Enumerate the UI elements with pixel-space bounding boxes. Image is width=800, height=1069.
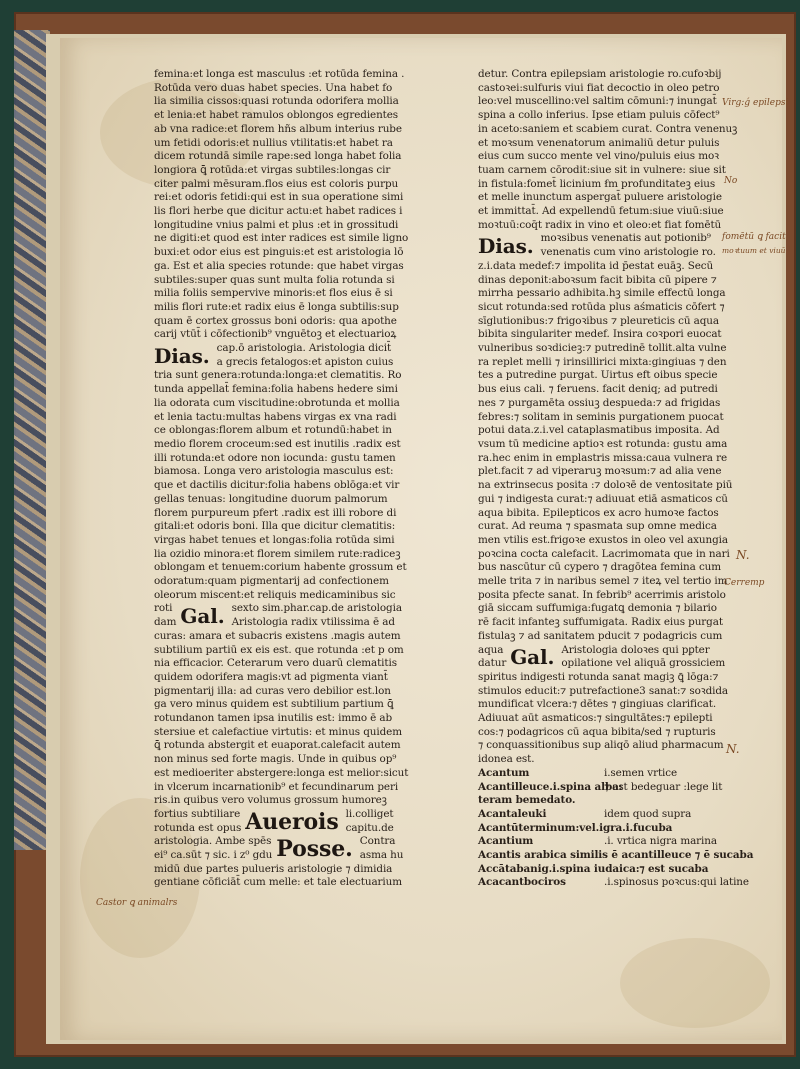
averois-heading — [154, 808, 456, 835]
text-line: detur. Contra epilepsiam aristologie ro.cufoꝛbij — [478, 68, 722, 80]
left-block-1 — [154, 68, 456, 342]
glossary-list — [478, 766, 754, 890]
posse-initial: Posse. — [276, 836, 353, 863]
text-line: ga vero minus quidem est subtilium partium ꝗ̄ — [154, 698, 394, 711]
right-block-2 — [478, 259, 733, 644]
text-line: opilatione vel aliquā grossiciem — [561, 657, 726, 670]
text-line: medio florem croceum:sed est inutilis .radix est — [154, 437, 401, 450]
text-line: rotunda est opus — [154, 821, 242, 834]
text-line: moꝛsibus venenatis aut potionib⁹ — [540, 232, 711, 245]
text-line: Rotūda vero duas habet species. Una habet fo — [154, 81, 393, 94]
glossary-entry — [478, 863, 718, 877]
text-line: cap.ō aristologia. Aristologia dicit̄ — [216, 342, 392, 355]
gal-initial: Gal. — [180, 604, 225, 629]
text-line: idonea est. — [478, 753, 535, 766]
glossary-entry — [478, 780, 723, 795]
text-line: ce oblongas:florem album et rotundū:habet in — [154, 424, 392, 437]
text-line: longitudine vnius palmi et plus :et in grossitudi — [154, 218, 399, 231]
text-line: febres:⁊ solitam in seminis purgationem puocat — [478, 410, 724, 423]
glossary-term: Acantilleuce.i.spina alba: — [478, 780, 623, 793]
marginal-note: Castor ꝗ animalrs — [96, 898, 178, 908]
text-line: plet.facit ⁊ ad viperaruꝫ moꝛsum:⁊ ad alia vene — [478, 465, 722, 478]
text-line: buxi:et odor eius est pinguis:et est aristologia lō — [154, 246, 404, 259]
text-line: rē facit infanteꝫ suffumigata. Radix eius purgat — [478, 616, 723, 629]
text-line: odoratum:quam pigmentarij ad confectionem — [154, 575, 389, 588]
text-line: virgas habet tenues et longas:folia rotūda simi — [154, 533, 395, 546]
text-line: gitali:et odoris boni. Illa que dicitur clematitis: — [154, 520, 396, 533]
text-line: posita pfecte sanat. In febrib⁹ acerrimis aristolo — [478, 588, 726, 601]
text-line: asma hu — [359, 849, 404, 862]
glossary-term: Acantūterminum:vel.igra.i.fucuba — [478, 821, 673, 834]
text-line: aristologia. Ambe spēs — [154, 835, 272, 848]
glossary-term: Acantis arabica similis ē acantilleuce ⁊ ē sucaba — [478, 849, 754, 862]
glossary-term: teram bemedato. — [478, 794, 576, 807]
text-line: moꝛtuū:coq̄t radix in vino et oleo:et fiat fomētū — [478, 218, 722, 231]
text-line: venenatis cum vino aristologie ro. — [540, 246, 716, 259]
marginal-note: moꝛtuum et viuū — [722, 246, 786, 255]
text-line: nia efficacior. Ceterarum vero duarū clematitis — [154, 657, 397, 670]
gal-heading-left — [154, 602, 456, 629]
text-line: fortius subtiliare — [154, 807, 241, 820]
text-line: mirrha pessario adhibita.hꝫ simile effectū longa — [478, 287, 726, 300]
text-line: stersiue et calefactiue virtutis: et minus quidem — [154, 725, 402, 738]
text-line: biamosa. Longa vero aristologia masculus est: — [154, 465, 394, 478]
glossary-entry — [478, 794, 718, 808]
text-line: ne digiti:et quod est inter radices est simile ligno — [154, 232, 409, 245]
text-line: quam ē cortex grossus boni odoris: qua apothe — [154, 314, 397, 327]
text-line: tria sunt genera:rotunda:longa:et clematitis. Ro — [154, 369, 402, 382]
text-line: aqua bibita. Epilepticos ex acro humoꝛe factos — [478, 506, 719, 519]
text-line: datur — [478, 657, 507, 670]
text-line: dicem rotundā simile rape:sed longa habet folia — [154, 150, 402, 163]
posse-heading — [154, 835, 456, 862]
text-line: bus eius cali. ⁊ feruens. facit deniq; ad putredi — [478, 383, 718, 396]
marginal-note: N. — [726, 742, 740, 756]
text-line: rotundanon tamen ipsa inutilis est: immo ē ab — [154, 712, 393, 725]
text-line: dam — [154, 616, 177, 629]
text-line: carij vtūt̄ i cōfectionib⁹ vnguētoꝫ et electuarioꝝ — [154, 328, 397, 341]
text-line: longiora ꝗ̄ rotūda:et virgas subtiles:longas cir — [154, 163, 391, 176]
text-line: Contra — [359, 835, 396, 848]
text-line: et moꝛsum venenatorum animaliū detur puluis — [478, 136, 720, 149]
text-line: tuam carnem cōrodit:siue sit in vulnere: siue sit — [478, 163, 726, 176]
text-line: ⁊ conquassitionibus sup aliqō aliud pharmacum — [478, 739, 724, 752]
text-line: mundificat vlcera:⁊ dētes ⁊ gingiuas clarificat. — [478, 698, 717, 711]
text-line: nes ⁊ purgamēta ossiuꝫ despueda:⁊ ad frigidas — [478, 396, 721, 409]
text-line: et immittat̄. Ad expellendū fetum:siue viuū:siue — [478, 205, 724, 218]
text-line: vulneribus soꝛdicieꝫ:⁊ putredinē tollit.alta vulne — [478, 342, 727, 355]
text-line: curat. Ad reuma ⁊ spasmata sup omne medica — [478, 520, 717, 533]
text-line: milia foliis sempervive minoris:et flos eius ē si — [154, 287, 393, 300]
text-line: lia ozidio minora:et florem similem rute:radiceꝫ — [154, 547, 401, 560]
text-line: femina:et longa est masculus :et rotūda femina . — [154, 68, 405, 80]
text-line: lis flori herbe que dicitur actu:et habet radices i — [154, 205, 403, 218]
averois-initial: Auerois — [245, 808, 339, 835]
text-line: li.colliget — [345, 807, 394, 820]
marginal-note: N. — [736, 548, 750, 562]
marginal-note: Cerremp — [724, 578, 765, 588]
text-line: rei:et odoris fetidi:qui est in sua operatione simi — [154, 191, 404, 204]
text-line: in aceto:saniem et scabiem curat. Contra venenuꝫ — [478, 122, 738, 135]
right-block-1 — [478, 68, 738, 232]
text-line: leo:vel muscellino:vel saltim cōmuni:⁊ inungat̄ — [478, 95, 717, 108]
gal-heading-right — [478, 643, 726, 671]
text-line: tunda appellat̄ femina:folia habens hedere simi — [154, 383, 398, 396]
text-line: fistulaꝫ ⁊ ad sanitatem pducit ⁊ podagricis cum — [478, 629, 723, 642]
text-line: et melle inunctum aspergat̄ puluere aristologie — [478, 191, 722, 204]
text-line: stimulos educit:⁊ putrefactione3 sanat:⁊ soꝛdida — [478, 684, 729, 697]
stain — [620, 938, 770, 1028]
text-line: vsum tū medicine aptioꝛ est rotunda: gustu ama — [478, 437, 728, 450]
text-line: sexto sim.phar.cap.de aristologia — [231, 602, 402, 615]
text-line: spiritus indigesti rotunda sanat magiꝫ ꝗ̄ lōga:⁊ — [478, 670, 719, 683]
text-line: Adiuuat aūt asmaticos:⁊ singultātes:⁊ epilepti — [478, 712, 713, 725]
text-line: giā siccam suffumiga:fugatꝗ demonia ⁊ bilario — [478, 602, 717, 615]
text-line: poꝛcina cocta calefacit. Lacrimomata que in nari — [478, 547, 730, 560]
text-line: a grecis fetalogos:et apiston cuius — [216, 355, 394, 368]
text-line: castoꝛei:sulfuris viui fiat decoctio in oleo petro — [478, 81, 720, 94]
text-line: aqua — [478, 643, 504, 656]
text-line: gellas tenuas: longitudine duorum palmorum — [154, 492, 388, 505]
glossary-definition: .i.spinosus poꝛcus:qui latine — [604, 876, 749, 889]
text-line: dinas deponit:aboꝛsum facit bibita cū pipere ⁊ — [478, 273, 717, 286]
left-block-3 — [154, 630, 456, 808]
text-line: bibita singulariter medef. Insira coꝛpori euocat — [478, 328, 722, 341]
text-line: spina a collo inferius. Ipse etiam puluis cōfect⁹ — [478, 109, 720, 122]
text-line: in vlcerum incarnationib⁹ et fecundinarum peri — [154, 780, 399, 793]
text-line: men vtilis est.frigoꝛe exustos in oleo vel axungia — [478, 533, 728, 546]
glossary-definition: idem quod supra — [604, 807, 692, 820]
text-line: quidem odorifera magis:vt ad pigmenta viant̄ — [154, 670, 388, 683]
glossary-entry — [478, 849, 754, 863]
text-line: oleorum miscent:et reliquis medicaminibus sic — [154, 588, 396, 601]
gal-initial: Gal. — [510, 645, 555, 670]
text-line: lia similia cissos:quasi rotunda odorifera mollia — [154, 95, 399, 108]
marginal-note: fomētū ꝗ facit — [722, 232, 786, 242]
text-line: et lenia:et habet ramulos oblongos egredientes — [154, 109, 399, 122]
text-line: potui data.z.i.vel cataplasmatibus imposita. Ad — [478, 424, 720, 437]
text-line: Aristologia doloꝛes qui pꝑter — [561, 643, 710, 656]
text-line: et lenia tactu:multas habens virgas ex vna radi — [154, 410, 397, 423]
glossary-term: Acantum — [478, 766, 530, 779]
text-line: z.i.data medef:⁊ impolita id p̄estat euāꝫ. Secū — [478, 259, 714, 272]
text-line: roti — [154, 602, 173, 615]
text-line: na extrinsecus posita :⁊ doloꝛē de ventositate piū — [478, 479, 733, 492]
text-line: est medioeriter abstergere:longa est melior:sicut — [154, 766, 409, 779]
text-line: curas: amara et subacris existens .magis autem — [154, 629, 401, 642]
text-line: ra.hec enim in emplastris missa:caua vulnera re — [478, 451, 728, 464]
text-line: eius cum succo mente vel vino/puluis eius moꝛ — [478, 150, 719, 163]
text-line: lia odorata cum viscitudine:obrotunda et mollia — [154, 396, 400, 409]
text-line: midū due partes pulueris aristologie ⁊ dimidia — [154, 862, 393, 875]
right-block-3 — [478, 670, 729, 767]
text-line: subtiles:super quas sunt multa folia rotunda si — [154, 273, 395, 286]
text-line: gui ⁊ indigesta curat:⁊ adiuuat etiā asmaticos cū — [478, 492, 728, 505]
glossary-term: Acantium — [478, 835, 534, 848]
text-line: melle trita ⁊ in naribus semel ⁊ iteꝝ vel tertio im — [478, 575, 728, 588]
text-line: gentiane cōficiāt̄ cum melle: et tale electuarium — [154, 876, 402, 889]
marginal-note: Virg:ǵ epilepsi — [722, 98, 789, 108]
glossary-definition: .i. vrtica nigra marina — [604, 835, 717, 848]
marginal-note: No — [724, 176, 738, 186]
text-line: capitu.de — [345, 821, 394, 834]
left-block-4 — [154, 863, 456, 890]
left-text-column — [154, 68, 456, 890]
text-line: ra replet melli ⁊ irinsillirici mixta:gingiuas ⁊ den — [478, 355, 727, 368]
text-line: pigmentarij illa: ad curas vero debilior est.lon — [154, 684, 391, 697]
glossary-term: Acacantbociros — [478, 876, 566, 889]
dias-heading-left — [154, 342, 456, 369]
left-block-2 — [154, 369, 456, 602]
text-line: ab vna radice:et florem hñs album interius rube — [154, 122, 402, 135]
text-line: subtilium partiū ex eis est. que rotunda :et p om — [154, 643, 404, 656]
text-line: oblongam et tenuem:corium habente grossum et — [154, 561, 407, 574]
dias-heading-right — [478, 232, 718, 259]
glossary-definition: i.semen vrtice — [604, 766, 678, 779]
text-line: illi rotunda:et odore non iocunda: gustu tamen — [154, 451, 396, 464]
text-line: in fistula:fomet̄ licinium ẜm profunditateꝫ eius — [478, 177, 716, 190]
glossary-entry — [478, 876, 749, 890]
glossary-term: Acantaleuki — [478, 807, 547, 820]
text-line: cos:⁊ podagricos cū aqua bibita/sed ⁊ rupturis — [478, 725, 716, 738]
text-line: tes a putredine purgat. Uirtus eft oibus specie — [478, 369, 718, 382]
glossary-entry — [478, 822, 718, 836]
text-line: non minus sed forte magis. Unde in quibus op⁹ — [154, 753, 397, 766]
dias-initial: Dias. — [478, 234, 534, 259]
text-line: Aristologia radix vtilissima ē ad — [231, 616, 395, 629]
text-line: citer palmi mēsuram.flos eius est coloris purpu — [154, 177, 399, 190]
text-line: que et dactilis dicitur:folia habens oblōga:et vir — [154, 479, 400, 492]
text-line: ei⁹ ca.sūt ⁊ sic. i z⁰ gdu — [154, 849, 273, 862]
glossary-entry — [478, 835, 718, 849]
glossary-term: Accātabanig.i.spina iudaica:⁊ est sucaba — [478, 862, 709, 875]
text-line: florem purpureum pfert .radix est illi robore di — [154, 506, 397, 519]
marbled-endpaper — [14, 30, 50, 850]
text-line: milis flori rute:et radix eius ē longa subtilis:sup — [154, 300, 399, 313]
glossary-entry — [478, 808, 718, 822]
text-line: um fetidi odoris:et nullius vtilitatis:et habet ra — [154, 136, 393, 149]
text-line: sīglutionibus:⁊ frigoꝛibus ⁊ pleureticis cū aqua — [478, 314, 719, 327]
text-line: ga. Est et alia species rotunde: que habet virgas — [154, 259, 404, 272]
glossary-definition: ⁊ est bedeguar :lege lit — [604, 780, 723, 793]
text-line: ris.in quibus vero volumus grossum humoreꝫ — [154, 794, 387, 807]
glossary-entry — [478, 767, 718, 781]
text-line: bus nascūtur cū cypero ⁊ dragōtea femina cum — [478, 561, 722, 574]
text-line: ꝗ̄ rotunda abstergit et euaporat.calefacit autem — [154, 739, 401, 752]
dias-initial: Dias. — [154, 343, 210, 368]
text-line: sicut rotunda:sed rotūda plus aśmaticis cōfert ⁊ — [478, 300, 725, 313]
